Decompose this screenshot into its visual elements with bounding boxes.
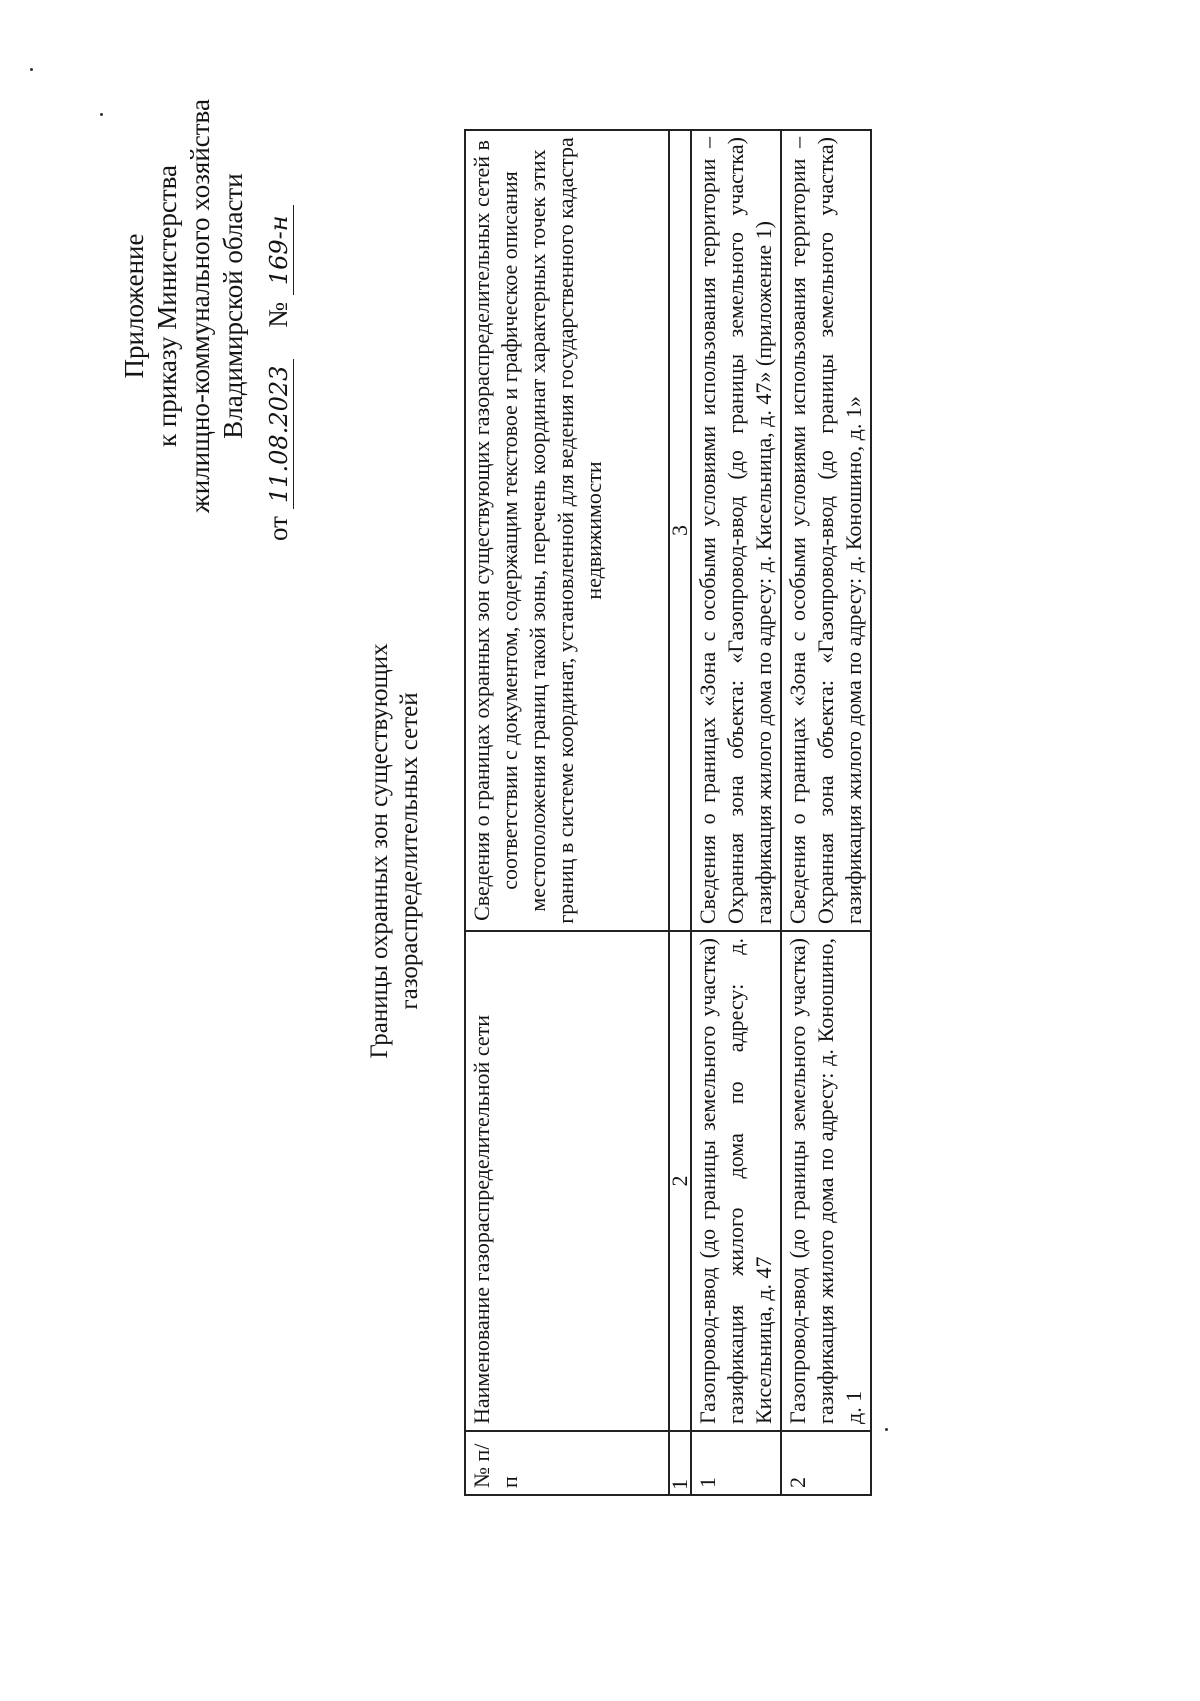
order-date-prefix: от (263, 516, 293, 541)
table-header-row (465, 130, 669, 1495)
order-date: 11.08.2023 (265, 359, 294, 509)
appendix-line: Владимирской области (218, 173, 248, 439)
zones-table (464, 129, 872, 1496)
appendix-line: к приказу Министерства (152, 164, 182, 448)
column-number: 3 (669, 130, 691, 931)
title-line: газораспределительных сетей (396, 692, 423, 1010)
column-header-name: Наименование газораспределительной сети (465, 931, 669, 1431)
row-number: 2 (781, 1431, 871, 1495)
column-header-number: № п/п (465, 1431, 669, 1495)
document-title (365, 531, 425, 1171)
row-zone-info: Сведения о границах «Зона с особыми условиями использования территории – Охранная зона объекта: «Газопровод-ввод (до границы земельного участка) газификация жилого дома по адресу: д. Кисельница, д. 47» (приложение 1) (691, 130, 781, 931)
row-network-name: Газопровод-ввод (до границы земельного участка) газификация жилого дома по адресу: д. Коношино, д. 1 (781, 931, 871, 1431)
appendix-line: жилищно-коммунального хозяйства (185, 99, 215, 513)
order-reference (263, 71, 294, 541)
appendix-header (118, 71, 250, 541)
scan-speck (885, 1428, 888, 1431)
table-row (781, 130, 871, 1495)
column-numbers-row (669, 130, 691, 1495)
row-number: 1 (691, 1431, 781, 1495)
table-row (691, 130, 781, 1495)
order-number-prefix: № (263, 302, 293, 328)
column-number: 2 (669, 931, 691, 1431)
row-zone-info: Сведения о границах «Зона с особыми условиями использования территории – Охранная зона объекта: «Газопровод-ввод (до границы земельного участка) газификация жилого дома по адресу: д. Коношино, д. 1» (781, 130, 871, 931)
order-number: 169-н (265, 205, 294, 295)
column-number: 1 (669, 1431, 691, 1495)
row-network-name: Газопровод-ввод (до границы земельного участка) газификация жилого дома по адресу: д. Кисельница, д. 47 (691, 931, 781, 1431)
scan-speck (100, 113, 103, 116)
scan-speck (30, 68, 33, 71)
appendix-line: Приложение (119, 233, 149, 379)
column-header-info: Сведения о границах охранных зон существующих газораспределительных сетей в соответствии с документом, содержащим текстовое и графическое описания местоположения границ такой зоны, перечень координат характерных точек этих границ в системе координат, установленной для ведения государственного кадастра недвижимости (465, 130, 669, 931)
title-line: Границы охранных зон существующих (366, 643, 393, 1059)
